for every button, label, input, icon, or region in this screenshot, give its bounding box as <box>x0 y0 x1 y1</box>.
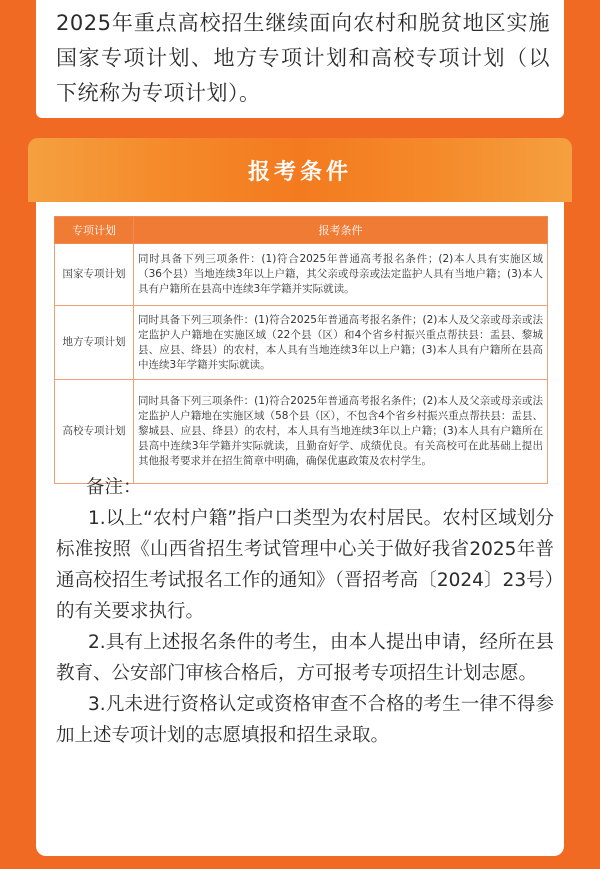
condition-cell: 同时具备下列三项条件：(1)符合2025年普通高考报名条件；(2)本人具有实施区域（36个县）当地连续3年以上户籍，其父亲或母亲或法定监护人具有当地户籍；(3)本人具有户籍所在县高中连续3年学籍并实际就读。 <box>134 244 548 306</box>
table-row <box>55 244 548 306</box>
condition-cell: 同时具备下列三项条件：(1)符合2025年普通高考报名条件；(2)本人及父亲或母亲或法定监护人户籍地在实施区域（22个县（区）和4个省乡村振兴重点帮扶县：盂县、黎城县、应县、绛县）的农村，本人具有当地连续3年以上户籍；(3)本人具有户籍所在县高中连续3年学籍并实际就读。 <box>134 306 548 380</box>
table-header-row <box>55 217 548 244</box>
plan-cell: 国家专项计划 <box>55 244 134 306</box>
column-header-condition: 报考条件 <box>134 217 548 244</box>
condition-cell: 同时具备下列三项条件：(1)符合2025年普通高考报名条件；(2)本人及父亲或母亲或法定监护人户籍地在实施区域（58个县（区），不包含4个省乡村振兴重点帮扶县：盂县、黎城县、应县、绛县）的农村，本人具有当地连续3年以上户籍；(3)本人具有户籍所在县高中连续3年学籍并实际就读，且勤奋好学、成绩优良。有关高校可在此基础上提出其他报考要求并在招生简章中明确，确保优惠政策及农村学生。 <box>134 380 548 484</box>
intro-card <box>36 0 564 118</box>
note-item: 1.以上“农村户籍”指户口类型为农村居民。农村区域划分标准按照《山西省招生考试管理中心关于做好我省2025年普通高校招生考试报名工作的通知》（晋招考高〔2024〕23号）的有关要求执行。 <box>56 508 554 622</box>
section-title: 报考条件 <box>247 159 352 185</box>
note-item: 2.具有上述报名条件的考生，由本人提出申请，经所在县教育、公安部门审核合格后，方可报考专项招生计划志愿。 <box>56 632 554 684</box>
note-item: 3.凡未进行资格认定或资格审查不合格的考生一律不得参加上述专项计划的志愿填报和招生录取。 <box>56 694 554 746</box>
notes-heading: 备注： <box>86 477 142 498</box>
column-header-plan: 专项计划 <box>55 217 134 244</box>
conditions-card <box>36 202 564 856</box>
table-row <box>55 306 548 380</box>
table-row <box>55 380 548 484</box>
conditions-table <box>54 216 548 484</box>
plan-cell: 高校专项计划 <box>55 380 134 484</box>
section-banner <box>28 138 572 202</box>
plan-cell: 地方专项计划 <box>55 306 134 380</box>
notes-section <box>56 472 554 751</box>
intro-text: 2025年重点高校招生继续面向农村和脱贫地区实施国家专项计划、地方专项计划和高校专项计划（以下统称为专项计划）。 <box>56 11 550 105</box>
